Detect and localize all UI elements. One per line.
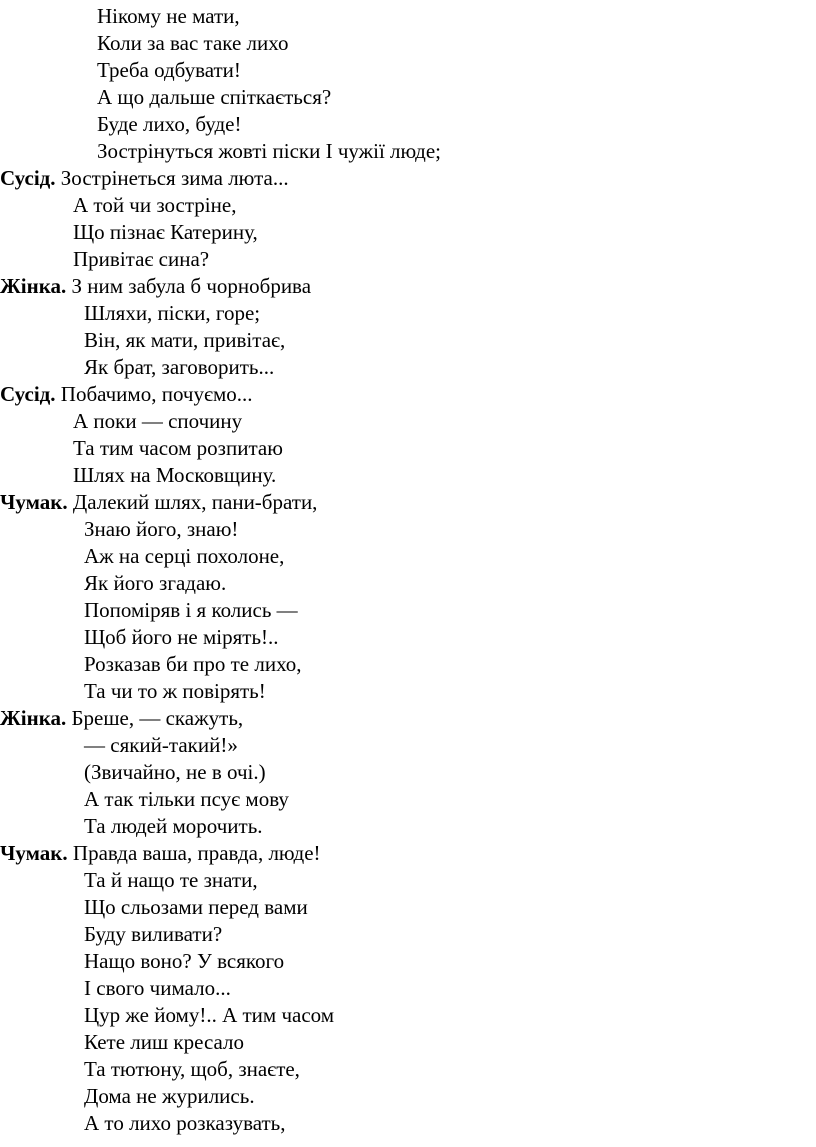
- speaker-name: Чумак.: [0, 490, 68, 514]
- line-text: Зострінуться жовті піски І чужії люде;: [97, 139, 441, 163]
- line-text: Дома не журились.: [84, 1084, 255, 1108]
- verse-line: [84, 354, 274, 381]
- dialogue-line: [0, 840, 321, 867]
- verse-line: [84, 921, 222, 948]
- dialogue-line: [0, 165, 289, 192]
- verse-line: [73, 462, 276, 489]
- verse-line: [73, 435, 283, 462]
- verse-line: [73, 408, 242, 435]
- line-text: Бреше, — скажуть,: [66, 706, 244, 730]
- line-text: Кете лиш кресало: [84, 1030, 245, 1054]
- dialogue-line: [0, 705, 243, 732]
- line-text: Шляхи, піски, горе;: [84, 301, 261, 325]
- verse-line: [84, 1056, 300, 1083]
- verse-line: [84, 786, 289, 813]
- verse-line: [84, 570, 226, 597]
- verse-line: [84, 948, 284, 975]
- line-text: Нікому не мати,: [97, 4, 240, 28]
- line-text: Та тютюну, щоб, знаєте,: [84, 1057, 300, 1081]
- line-text: А поки — спочину: [73, 409, 243, 433]
- verse-line: [97, 30, 288, 57]
- verse-line: [73, 219, 258, 246]
- line-text: А так тільки псує мову: [84, 787, 289, 811]
- line-text: Розказав би про те лихо,: [84, 652, 302, 676]
- speaker-name: Жінка.: [0, 274, 67, 298]
- line-text: Привітає сина?: [73, 247, 210, 271]
- verse-line: [97, 3, 240, 30]
- verse-line: [84, 1002, 334, 1029]
- line-text: Щоб його не мірять!..: [84, 625, 279, 649]
- speaker-name: Сусід.: [0, 382, 56, 406]
- line-text: Зострінеться зима люта...: [55, 166, 289, 190]
- line-text: Та чи то ж повірять!: [84, 679, 266, 703]
- line-text: Знаю його, знаю!: [84, 517, 239, 541]
- line-text: Що сльозами перед вами: [84, 895, 308, 919]
- line-text: — сякий-такий!»: [84, 733, 238, 757]
- line-text: Буду виливати?: [84, 922, 223, 946]
- verse-line: [84, 759, 266, 786]
- line-text: А що дальше спіткається?: [97, 85, 332, 109]
- verse-line: [84, 975, 231, 1002]
- verse-line: [84, 1029, 244, 1056]
- line-text: (Звичайно, не в очі.): [84, 760, 266, 784]
- verse-line: [84, 1110, 286, 1137]
- dialogue-line: [0, 273, 311, 300]
- line-text: Буде лихо, буде!: [97, 112, 242, 136]
- dialogue-line: [0, 489, 317, 516]
- line-text: Шлях на Московщину.: [73, 463, 277, 487]
- verse-line: [97, 111, 241, 138]
- line-text: Далекий шлях, пани-брати,: [67, 490, 318, 514]
- dialogue-line: [0, 381, 253, 408]
- line-text: Що пізнає Катерину,: [73, 220, 258, 244]
- verse-line: [73, 192, 236, 219]
- verse-line: [84, 624, 279, 651]
- verse-line: [84, 894, 308, 921]
- line-text: Коли за вас таке лихо: [97, 31, 289, 55]
- line-text: Як брат, заговорить...: [84, 355, 275, 379]
- line-text: Та й нащо те знати,: [84, 868, 258, 892]
- verse-line: [84, 543, 284, 570]
- line-text: Як його згадаю.: [84, 571, 227, 595]
- verse-line: [73, 246, 209, 273]
- verse-line: [84, 300, 260, 327]
- verse-line: [84, 678, 266, 705]
- speaker-name: Чумак.: [0, 841, 68, 865]
- speaker-name: Сусід.: [0, 166, 56, 190]
- line-text: Він, як мати, привітає,: [84, 328, 286, 352]
- verse-line: [97, 57, 241, 84]
- line-text: З ним забула б чорнобрива: [66, 274, 312, 298]
- line-text: Треба одбувати!: [97, 58, 241, 82]
- line-text: Та тим часом розпитаю: [73, 436, 283, 460]
- line-text: Та людей морочить.: [84, 814, 263, 838]
- verse-line: [84, 651, 302, 678]
- line-text: Правда ваша, правда, люде!: [67, 841, 321, 865]
- verse-line: [84, 813, 263, 840]
- line-text: Цур же йому!.. А тим часом: [84, 1003, 335, 1027]
- line-text: А той чи зостріне,: [73, 193, 237, 217]
- verse-line: [84, 867, 258, 894]
- verse-line: [84, 1083, 255, 1110]
- verse-line: [97, 84, 331, 111]
- line-text: Нащо воно? У всякого: [84, 949, 285, 973]
- verse-line: [84, 732, 238, 759]
- speaker-name: Жінка.: [0, 706, 67, 730]
- line-text: А то лихо розказувать,: [84, 1111, 286, 1135]
- verse-line: [97, 138, 441, 165]
- verse-line: [84, 516, 238, 543]
- line-text: І свого чимало...: [84, 976, 231, 1000]
- verse-line: [84, 597, 298, 624]
- line-text: Побачимо, почуємо...: [55, 382, 253, 406]
- line-text: Аж на серці похолоне,: [84, 544, 285, 568]
- verse-line: [84, 327, 285, 354]
- line-text: Попоміряв і я колись —: [84, 598, 298, 622]
